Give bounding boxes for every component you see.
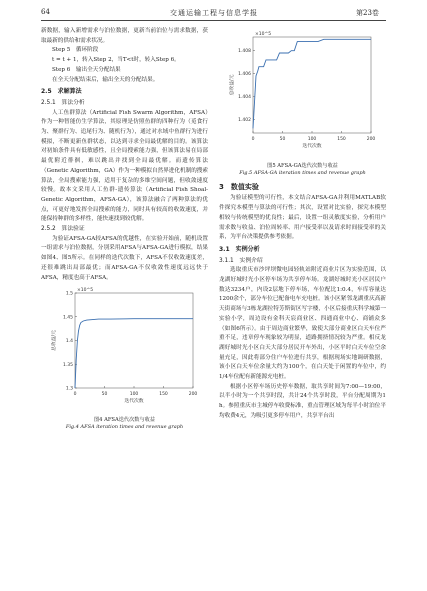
x-tick-label: 150: [337, 137, 346, 142]
paragraph: 根据小区停车场历史停车数据，取共享时间为7:00—19:00，以半小时为一个共享时段，共计24个共享时段，平台分配周期为1 h。参照重庆市主城停车收费标准，重点管理区域为每半小时泊位平均收费4元，为吸引更多停车用户，共享平台出: [219, 383, 386, 419]
x-tick-label: 0: [251, 137, 255, 142]
paragraph: 新数据，输入新增需求与泊位数据，更新当前泊位与需求数据，获取最新的供给和需求状况。: [41, 28, 208, 44]
page-header: [0, 0, 427, 24]
x-tick-label: 50: [101, 392, 108, 398]
y-multiplier: ×10^5: [255, 32, 272, 37]
journal-title: 交通运输工程与信息学报: [170, 9, 258, 17]
y-tick-label: 1.3: [65, 386, 73, 392]
y-tick-label: 1.35: [62, 363, 73, 369]
y-tick-label: 1.45: [62, 315, 73, 321]
x-tick-label: 100: [129, 392, 139, 398]
x-tick-label: 200: [366, 137, 376, 142]
figure-5-caption-en: Fig.5 AFSA-GA iteration times and revenue graph: [239, 169, 366, 176]
section-heading: 3.1 实例分析: [219, 245, 260, 253]
figure-4-caption-en: Fig.4 AFSA iteration times and revenue graph: [65, 423, 184, 430]
figure-5-chart: [219, 27, 386, 157]
x-axis-label: 迭代次数: [302, 144, 322, 149]
paragraph: 为验证AFSA-GA较AFSA的优越性，在实验开始前，随机设置一组需求与泊位数据，分别采用AFSA与AFSA-GA进行模拟，结果如图4、图5所示。在同样的迭代次数下，AFSA不仅收敛速度差，还很难跳出局部最优；而AFSA-GA不仅收敛性速度远远快于AFSA，精度也高于AFSA。: [41, 235, 208, 281]
step-5: Step 5 循环阶段: [52, 47, 99, 54]
figure-5-caption: 图5 AFSA-GA迭代次数与收益: [267, 162, 338, 169]
paragraph: 人工鱼群算法（Artificial Fish Swarm Algorithm，AFSA）作为一种智能仿生学算法，其原理是仿照鱼群的四种行为（觅食行为、聚群行为、追尾行为、随机行为），通过对水域中鱼群行为进行模拟，不断更新鱼群状态，以达到寻求全局最优解的目的。该算法对初始条件具有低敏感性，且全局搜索能力强，但该算法易在局部最优附近徘徊，难以跳出并找到全局最优解。而遗传算法（Genetic Algorithm，GA）作为一种模拟自然界进化机制的搜索算法，全局搜索能力强，适用于复杂的多维空间问题，但收敛速度较慢。故本文采用人工鱼群-遗传算法（Artificial Fish Shoal-Genetic Algorithm，AFSA-GA），该算法融合了两种算法的优点，可更好地发挥全局搜索的能力，同时具有较高的收敛速度，并能保持种群的多样性，能快速找到较优解。: [41, 109, 208, 223]
subsection-heading: 2.5.1 算法分析: [41, 99, 85, 106]
y-tick-label: 1.5: [65, 291, 73, 297]
y-tick-label: 1.408: [238, 49, 251, 55]
header-rule: [41, 20, 386, 21]
section-heading: 3 数值实验: [219, 182, 259, 191]
figure-4-caption: 图4 AFSA迭代次数与收益: [93, 416, 156, 423]
step-6-text: 在全天分配结束后，输出全天的分配结果。: [52, 76, 159, 83]
y-axis-label: 总收益/元: [230, 74, 235, 96]
x-axis-label: 迭代次数: [124, 399, 144, 405]
figure-5: [219, 27, 386, 177]
x-tick-label: 0: [73, 392, 77, 398]
x-tick-label: 50: [279, 137, 286, 142]
y-tick-label: 1.402: [238, 117, 251, 123]
y-multiplier: ×10^5: [77, 288, 94, 294]
step-5-text: t = t + 1，转入Step 2，当T<t时，转入Step 6。: [52, 57, 180, 64]
y-axis-label: 总收益/元: [52, 330, 57, 352]
y-tick-label: 1.4: [65, 339, 73, 345]
section-heading: 2.5 求解算法: [41, 88, 82, 96]
volume-label: 第23卷: [356, 9, 379, 17]
series-line: [75, 319, 193, 388]
y-tick-label: 1.406: [238, 72, 251, 78]
subsection-heading: 3.1.1 实例介绍: [219, 257, 263, 264]
x-tick-label: 200: [188, 392, 198, 398]
paragraph: 为验证模型的可行性，本文结合AFSA-GA并利用MATLAB软件探究本模型与算法的可行性；其次，设置对比实验，探究本模型相较与传统模型的优良性；最后，设置一组灵敏度实验，分析用户需求数与收益、泊位周转率、用户接受率以及请求时间接受率的关系，为平台决策提供参考依据。: [219, 195, 386, 241]
figure-4: [41, 283, 208, 431]
figure-4-chart: [41, 283, 208, 411]
paragraph: 选取重庆市沙坪坝微电园轻轨站附近商业片区为实验范围，以龙湖好城时光小区停车场为共享停车场。龙湖好城时光小区居民户数达3234户，内设2层地下停车场，车位配比1:0.4，车库容量达1200余个，部分车位已配备电车充电桩。该小区紧邻龙湖重庆高新天街商场与3栋龙湖拉特芳斯街区写字楼，小区后接重庆科学城第一实验小学，周边设有金科天宸商业区、四通商业中心、商铺众多（如图6所示）。由于周边商业繁华，致使大部分商业区白天车位严重不足，违章停车现象较为明显，道路拥挤情况较为严重。相反龙湖好城时光小区白天大部分居民开车外出，小区平时白天车位空余量充足，因此将部分住户车位进行共享，根据现场实地调研数据，该小区白天车位余量大约为100个，在白天处于闲置的车位中，约1/4车位配有新能源充电桩。: [219, 267, 386, 381]
left-column: [41, 27, 208, 431]
plot-frame: [75, 293, 193, 388]
right-column: [219, 27, 386, 422]
page-number: 64: [41, 8, 50, 16]
subsection-heading: 2.5.2 算法验证: [41, 226, 85, 233]
y-tick-label: 1.404: [238, 94, 251, 100]
series-line: [253, 39, 371, 128]
step-6: Step 6 输出全天分配结果: [52, 66, 121, 73]
x-tick-label: 100: [307, 137, 317, 142]
x-tick-label: 150: [159, 392, 168, 398]
plot-frame: [253, 37, 371, 133]
